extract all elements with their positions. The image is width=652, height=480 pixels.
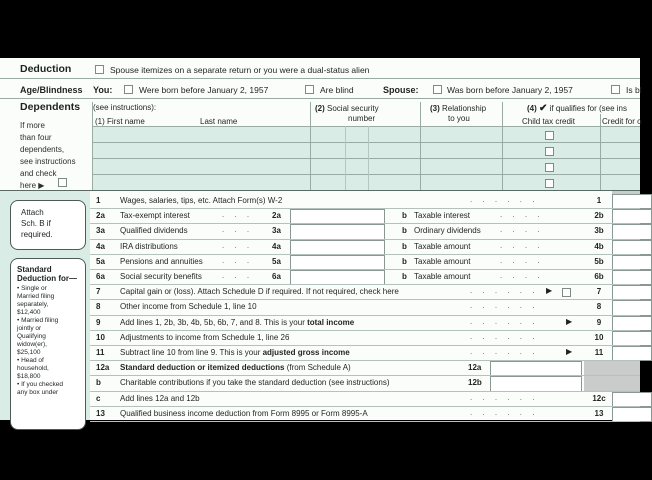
child-credit-checkbox-3[interactable] bbox=[545, 163, 554, 172]
age-blindness-label: Age/Blindness bbox=[20, 85, 83, 95]
line-number: 9 bbox=[96, 317, 101, 327]
line-text: Wages, salaries, tips, etc. Attach Form(s) W-2 bbox=[120, 196, 283, 205]
line-number: 5a bbox=[96, 256, 105, 266]
you-blind-checkbox[interactable] bbox=[305, 85, 314, 94]
line-number: 3a bbox=[96, 226, 105, 236]
right-line-number: 13 bbox=[594, 408, 604, 418]
leader-dots: . . . bbox=[222, 271, 254, 280]
leader-dots: . . . bbox=[222, 225, 254, 235]
shaded-cell bbox=[584, 361, 640, 376]
leader-dots: . . . . bbox=[500, 271, 544, 280]
form-line bbox=[0, 255, 640, 270]
mid-line-number: 6a bbox=[272, 272, 281, 281]
line-text: Subtract line 10 from line 9. This is your adjusted gross income bbox=[120, 348, 350, 357]
leader-dots: . . . . bbox=[500, 210, 544, 220]
leader-dots: . . . bbox=[222, 240, 254, 250]
dependents-side-note: If more than four dependents, see instructions and check here ▶ bbox=[20, 121, 76, 190]
grid-line bbox=[92, 158, 640, 159]
line-b-text: Taxable amount bbox=[414, 272, 471, 281]
line-text: Pensions and annuities bbox=[120, 256, 203, 266]
mid-line-number: 2a bbox=[272, 211, 281, 221]
mid-line-number: 12b bbox=[468, 378, 482, 388]
standard-deduction-note: Standard Deduction for— • Single or Married filing separately, $12,400 • Married filing jointly or Qualifying widow(er), $25,100 • Head of household, $18,800 • If you checked any box under bbox=[10, 258, 86, 430]
right-line-number: 1 bbox=[596, 196, 602, 205]
line-text: Add lines 1, 2b, 3b, 4b, 5b, 6b, 7, and 8. This is your total income bbox=[120, 317, 355, 327]
spouse-born-checkbox[interactable] bbox=[433, 85, 442, 94]
form-line bbox=[0, 240, 640, 255]
line-number: 8 bbox=[96, 302, 101, 312]
form-line bbox=[0, 376, 640, 391]
right-line-number: 7 bbox=[596, 287, 602, 297]
leader-dots: . . . . . . bbox=[470, 407, 539, 417]
line-number: 4a bbox=[96, 241, 105, 251]
right-line-number: 8 bbox=[596, 302, 602, 312]
line-b-text: Taxable interest bbox=[414, 211, 471, 221]
line-text: Standard deduction or itemized deductions (from Schedule A) bbox=[120, 363, 351, 373]
child-tax-credit-label: Child tax credit bbox=[522, 117, 575, 126]
attach-sch-b-note: Attach Sch. B if required. bbox=[10, 200, 86, 250]
arrow-icon: ▶ bbox=[566, 316, 573, 326]
total-amount-input[interactable] bbox=[612, 407, 652, 422]
you-born-text: Were born before January 2, 1957 bbox=[139, 85, 269, 95]
leader-dots: . . . . . . bbox=[470, 347, 539, 356]
col4-label: if qualifies for (see ins bbox=[549, 104, 628, 113]
amount-input[interactable] bbox=[290, 224, 385, 239]
leader-dots: . . . bbox=[222, 210, 254, 220]
dependents-label: Dependents bbox=[20, 101, 81, 113]
amount-input[interactable] bbox=[490, 361, 582, 376]
shaded-cell bbox=[584, 376, 640, 391]
line-number: 2a bbox=[96, 211, 105, 221]
spouse-label: Spouse: bbox=[383, 85, 419, 95]
divider bbox=[0, 78, 640, 79]
col2-label: Social security bbox=[327, 104, 379, 113]
you-born-checkbox[interactable] bbox=[124, 85, 133, 94]
grid-line bbox=[600, 114, 601, 190]
line-number: 12a bbox=[96, 363, 110, 373]
you-blind-text: Are blind bbox=[320, 85, 354, 95]
form-line bbox=[0, 361, 640, 376]
col2-num: (2) bbox=[315, 104, 325, 113]
total-amount-input[interactable] bbox=[612, 300, 652, 315]
leader-dots: . . . . . . bbox=[470, 331, 539, 341]
check-mark-icon: ✔ bbox=[539, 103, 548, 114]
leader-dots: . . . . . . bbox=[470, 195, 539, 204]
line-text: Capital gain or (loss). Attach Schedule D if required. If not required, check here bbox=[120, 287, 399, 297]
line-text: IRA distributions bbox=[120, 241, 178, 251]
right-line-number: 11 bbox=[594, 348, 604, 357]
amount-input[interactable] bbox=[290, 270, 385, 285]
line-text: Other income from Schedule 1, line 10 bbox=[120, 302, 257, 312]
arrow-icon: ▶ bbox=[566, 347, 573, 356]
line-b-text: Taxable amount bbox=[414, 241, 471, 251]
col-first-name: (1) First name bbox=[95, 117, 145, 126]
line-b-label: b bbox=[402, 211, 407, 221]
child-credit-checkbox-2[interactable] bbox=[545, 147, 554, 156]
row-rule bbox=[90, 421, 640, 422]
line-b-label: b bbox=[402, 241, 407, 251]
form-line bbox=[0, 270, 640, 285]
form-line bbox=[0, 407, 640, 422]
form-1040-page bbox=[0, 58, 640, 420]
form-line bbox=[0, 331, 640, 346]
line-text: Adjustments to income from Schedule 1, line 26 bbox=[120, 332, 290, 342]
line-number: 1 bbox=[96, 196, 101, 205]
spouse-itemizes-text: Spouse itemizes on a separate return or you were a dual-status alien bbox=[110, 65, 370, 75]
line-b-text: Ordinary dividends bbox=[414, 226, 481, 236]
grid-line bbox=[420, 102, 421, 190]
line-number: 7 bbox=[96, 287, 101, 297]
credit-other-label: Credit for o bbox=[602, 117, 642, 126]
grid-line bbox=[92, 142, 640, 143]
form-line bbox=[0, 300, 640, 315]
leader-dots: . . . . bbox=[500, 255, 544, 265]
line-number: 11 bbox=[96, 348, 105, 357]
amount-input[interactable] bbox=[290, 240, 385, 255]
grid-line bbox=[310, 102, 311, 190]
line-b-label: b bbox=[402, 256, 407, 266]
line-number: c bbox=[96, 393, 101, 403]
leader-dots: . . . . . . bbox=[470, 286, 539, 296]
line-text: Social security benefits bbox=[120, 272, 202, 281]
total-amount-input[interactable] bbox=[612, 224, 652, 239]
grid-line bbox=[345, 126, 346, 190]
line-number: 13 bbox=[96, 408, 105, 418]
form-line bbox=[0, 194, 640, 209]
total-amount-input[interactable] bbox=[612, 194, 652, 209]
form-line bbox=[0, 285, 640, 300]
right-line-number: 5b bbox=[594, 256, 604, 266]
total-amount-input[interactable] bbox=[612, 285, 652, 300]
arrow-icon: ▶ bbox=[546, 286, 553, 296]
grid-line bbox=[502, 102, 503, 190]
right-line-number: 2b bbox=[594, 211, 604, 221]
child-credit-checkbox-4[interactable] bbox=[545, 179, 554, 188]
leader-dots: . . . . . . bbox=[470, 316, 539, 326]
grid-line bbox=[92, 174, 640, 175]
line-text: Add lines 12a and 12b bbox=[120, 393, 200, 403]
total-amount-input[interactable] bbox=[612, 392, 652, 407]
line-b-label: b bbox=[402, 272, 407, 281]
col3-label: Relationship bbox=[442, 104, 487, 113]
spouse-itemizes-checkbox[interactable] bbox=[95, 65, 104, 74]
spouse-blind-text: Is bl bbox=[626, 85, 642, 95]
divider bbox=[0, 98, 640, 99]
total-amount-input[interactable] bbox=[612, 270, 652, 285]
mid-line-number: 12a bbox=[468, 363, 482, 373]
col-last-name: Last name bbox=[200, 117, 238, 126]
col4-num: (4) bbox=[527, 104, 537, 113]
amount-input[interactable] bbox=[290, 255, 385, 270]
right-line-number: 3b bbox=[594, 226, 604, 236]
child-credit-checkbox-1[interactable] bbox=[545, 131, 554, 140]
form-line bbox=[0, 224, 640, 239]
dependents-see-instructions: (see instructions): bbox=[93, 103, 157, 112]
deduction-label: Deduction bbox=[20, 63, 72, 75]
col3-label-2: to you bbox=[448, 114, 470, 123]
right-line-number: 10 bbox=[594, 332, 604, 342]
total-amount-input[interactable] bbox=[612, 255, 652, 270]
capital-gain-checkbox[interactable] bbox=[562, 288, 571, 297]
line-text: Qualified business income deduction from Form 8995 or Form 8995-A bbox=[120, 408, 368, 418]
form-line bbox=[0, 346, 640, 361]
you-label: You: bbox=[93, 85, 113, 95]
mid-line-number: 4a bbox=[272, 241, 281, 251]
form-line bbox=[0, 316, 640, 331]
line-number: b bbox=[96, 378, 101, 388]
form-line bbox=[0, 209, 640, 224]
grid-line bbox=[92, 126, 640, 127]
total-amount-input[interactable] bbox=[612, 331, 652, 346]
grid-line bbox=[368, 126, 369, 190]
line-number: 6a bbox=[96, 272, 105, 281]
mid-line-number: 5a bbox=[272, 256, 281, 266]
line-text: Tax-exempt interest bbox=[120, 211, 190, 221]
more-dependents-checkbox[interactable] bbox=[58, 178, 67, 187]
line-text: Charitable contributions if you take the standard deduction (see instructions) bbox=[120, 378, 390, 388]
col2-label-2: number bbox=[348, 114, 376, 123]
leader-dots: . . . bbox=[222, 255, 254, 265]
line-text: Qualified dividends bbox=[120, 226, 188, 236]
right-line-number: 4b bbox=[594, 241, 604, 251]
leader-dots: . . . . bbox=[500, 225, 544, 235]
leader-dots: . . . . . . bbox=[470, 392, 539, 402]
form-line bbox=[0, 392, 640, 407]
grid-line bbox=[92, 102, 93, 190]
spouse-born-text: Was born before January 2, 1957 bbox=[447, 85, 573, 95]
leader-dots: . . . . bbox=[500, 240, 544, 250]
line-number: 10 bbox=[96, 332, 105, 342]
right-line-number: 9 bbox=[596, 317, 602, 327]
amount-input[interactable] bbox=[490, 376, 582, 391]
total-amount-input[interactable] bbox=[612, 209, 652, 224]
total-amount-input[interactable] bbox=[612, 346, 652, 361]
col3-num: (3) bbox=[430, 104, 440, 113]
total-amount-input[interactable] bbox=[612, 316, 652, 331]
total-amount-input[interactable] bbox=[612, 240, 652, 255]
spouse-blind-checkbox[interactable] bbox=[611, 85, 620, 94]
line-b-label: b bbox=[402, 226, 407, 236]
leader-dots: . . . . . . bbox=[470, 301, 539, 311]
right-line-number: 6b bbox=[594, 272, 604, 281]
amount-input[interactable] bbox=[290, 209, 385, 224]
mid-line-number: 3a bbox=[272, 226, 281, 236]
right-line-number: 12c bbox=[592, 393, 606, 403]
section-divider bbox=[0, 190, 640, 191]
line-b-text: Taxable amount bbox=[414, 256, 471, 266]
